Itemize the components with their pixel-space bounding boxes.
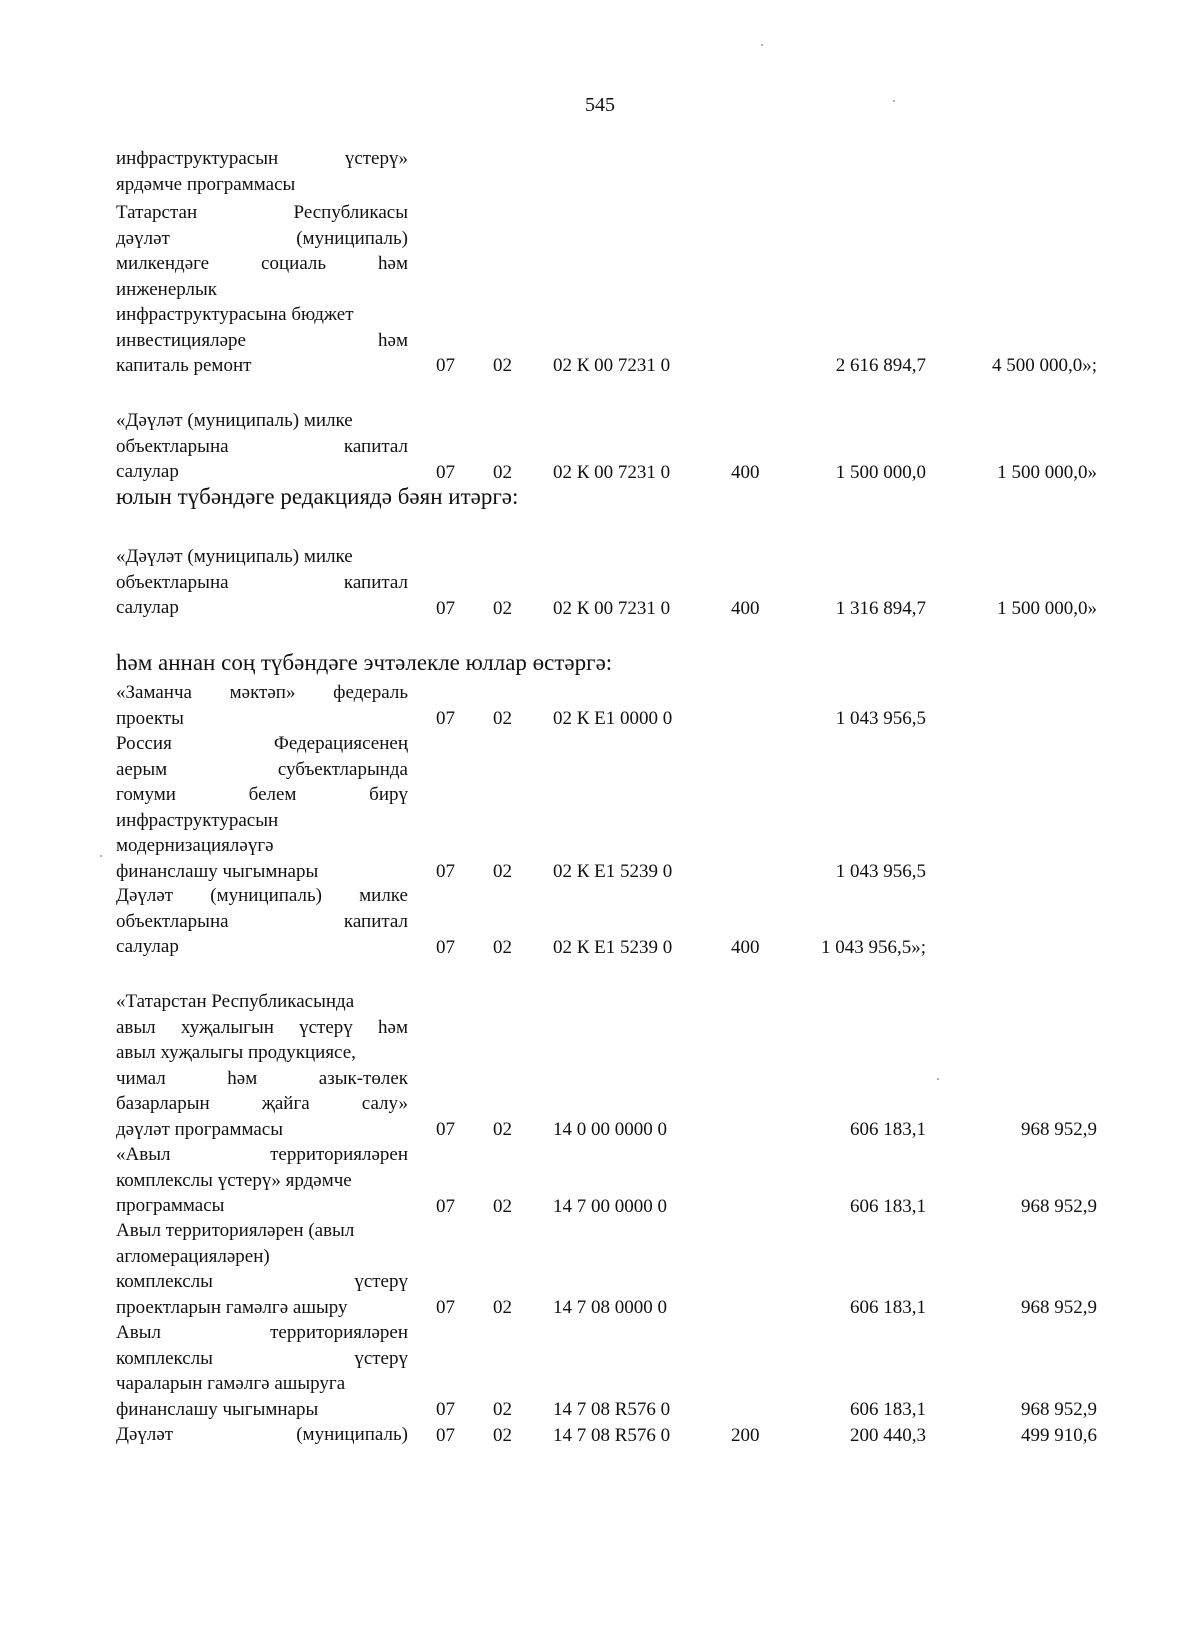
subsection-code: 02 [493,707,512,729]
amount-year-1: 1 316 894,7 [835,597,926,619]
item-name [116,989,408,1142]
section-code: 07 [436,1296,455,1318]
item-name-line: авыл хуҗалыгы продукциясе, [116,1042,356,1063]
amount-year-1: 1 043 956,5 [835,707,926,729]
item-name [116,408,408,485]
subsection-code: 02 [493,1195,512,1217]
table-row [0,200,1200,378]
item-name [116,146,408,197]
target-item-code: 14 0 00 0000 0 [553,1118,667,1140]
amount-year-1: 2 616 894,7 [835,354,926,376]
item-name-line: проекты [116,707,184,729]
amendment-instruction: һәм аннан соң түбәндәге эчтәлекле юллар өстәргә: [116,650,613,675]
amount-year-1: 606 183,1 [850,1398,926,1420]
item-name [116,731,408,884]
amount-year-1: 606 183,1 [850,1118,926,1140]
item-name-line: аерым субъектларында [116,758,408,780]
item-name-line: комплекслы үстерү [116,1347,408,1369]
target-item-code: 02 К Е1 0000 0 [553,707,673,729]
amount-year-1: 606 183,1 [850,1296,926,1318]
item-name-line: Дәүләт (муниципаль) [116,1424,408,1445]
amount-year-2: 4 500 000,0»; [991,354,1097,376]
item-name [116,1142,408,1219]
table-row [0,989,1200,1142]
item-name-line: комплекслы үстерү [116,1271,408,1292]
target-item-code: 02 К 00 7231 0 [553,461,671,483]
item-name-line: салулар [116,461,179,482]
item-name [116,544,408,621]
subsection-code: 02 [493,1118,512,1140]
item-name [116,883,408,960]
item-name-line: гомуми белем бирү [116,784,408,805]
table-row [0,1422,1200,1448]
section-code: 07 [436,461,455,483]
expense-type-code: 200 [731,1424,760,1446]
section-code: 07 [436,597,455,619]
item-name [116,200,408,379]
table-row [0,1320,1200,1422]
amount-year-2: 968 952,9 [1021,1398,1097,1420]
item-name-line: инвестицияләре һәм [116,329,408,351]
item-name-line: инженерлык [116,278,217,300]
target-item-code: 02 К Е1 5239 0 [553,860,673,882]
item-name-line: инфраструктурасын [116,809,279,831]
item-name-line: агломерацияләрен) [116,1245,270,1267]
item-name-line: дәүләт (муниципаль) [116,227,408,249]
amount-year-2: 1 500 000,0» [997,597,1097,619]
target-item-code: 14 7 08 R576 0 [553,1398,671,1420]
subsection-code: 02 [493,597,512,619]
item-name-line: Авыл территорияләрен [116,1322,408,1343]
amount-year-2: 968 952,9 [1021,1118,1097,1140]
item-name [116,680,408,731]
section-code: 07 [436,1195,455,1217]
item-name-line: объектларына капитал [116,435,408,457]
subsection-code: 02 [493,1398,512,1420]
subsection-code: 02 [493,1424,512,1446]
section-code: 07 [436,860,455,882]
subsection-code: 02 [493,936,512,958]
amount-year-2: 1 500 000,0» [997,461,1097,483]
item-name-line: комплекслы үстерү» ярдәмче [116,1169,352,1191]
item-name [116,1422,408,1448]
item-name-line: «Татарстан Республикасында [116,991,355,1012]
item-name-line: милкендәге социаль һәм [116,253,408,274]
item-name-line: базарларын җайга салу» [116,1093,408,1114]
target-item-code: 02 К Е1 5239 0 [553,936,673,958]
item-name-line: «Заманча мәктәп» федераль [116,682,408,703]
amount-year-1: 1 043 956,5»; [820,936,926,958]
target-item-code: 02 К 00 7231 0 [553,597,671,619]
item-name-line: Авыл территорияләрен (авыл [116,1220,355,1241]
item-name-line: салулар [116,597,179,618]
table-row [0,1142,1200,1219]
target-item-code: 14 7 08 R576 0 [553,1424,671,1446]
item-name-line: объектларына капитал [116,910,408,932]
page-number: 545 [585,94,615,116]
amount-year-1: 1 500 000,0 [835,461,926,483]
table-row [0,408,1200,485]
scan-speck [761,44,763,46]
section-code: 07 [436,1424,455,1446]
section-code: 07 [436,1398,455,1420]
amount-year-1: 1 043 956,5 [835,860,926,882]
table-row [0,1218,1200,1320]
item-name-line: Татарстан Республикасы [116,202,408,223]
table-row [0,731,1200,884]
table-row [0,680,1200,731]
target-item-code: 14 7 00 0000 0 [553,1195,667,1217]
target-item-code: 02 К 00 7231 0 [553,354,671,376]
subsection-code: 02 [493,461,512,483]
item-name-line: дәүләт программасы [116,1118,284,1140]
item-name-line: чараларын гамәлгә ашыруга [116,1373,346,1394]
amount-year-2: 968 952,9 [1021,1296,1097,1318]
item-name-line: объектларына капитал [116,571,408,593]
item-name-line: модернизацияләүгә [116,835,274,856]
subsection-code: 02 [493,1296,512,1318]
amendment-instruction: юлын түбәндәге редакциядә бәян итәргә: [116,484,519,509]
item-name-line: авыл хуҗалыгын үстерү һәм [116,1016,408,1038]
item-name-line: финанслашу чыгымнары [116,1398,319,1420]
expense-type-code: 400 [731,461,760,483]
scan-speck [937,1078,939,1080]
scan-speck [893,100,895,102]
amount-year-1: 606 183,1 [850,1195,926,1217]
expense-type-code: 400 [731,597,760,619]
item-name-line: салулар [116,936,179,957]
table-row [0,883,1200,960]
amount-year-2: 968 952,9 [1021,1195,1097,1217]
item-name-line: Россия Федерациясенең [116,733,408,754]
item-name-line: инфраструктурасына бюджет [116,304,354,325]
target-item-code: 14 7 08 0000 0 [553,1296,667,1318]
item-name-line: «Авыл территорияләрен [116,1144,408,1165]
item-name-line: чимал һәм азык-төлек [116,1067,408,1089]
item-name-line: капиталь ремонт [116,355,252,376]
subsection-code: 02 [493,860,512,882]
expense-type-code: 400 [731,936,760,958]
section-code: 07 [436,707,455,729]
subsection-code: 02 [493,354,512,376]
scan-speck [100,855,102,857]
section-code: 07 [436,354,455,376]
section-code: 07 [436,936,455,958]
item-name-line: инфраструктурасын үстерү» [116,148,408,169]
section-code: 07 [436,1118,455,1140]
item-name-line: ярдәмче программасы [116,173,296,195]
item-name-line: проектларын гамәлгә ашыру [116,1296,348,1318]
item-name-line: финанслашу чыгымнары [116,860,319,882]
item-name-line: программасы [116,1195,225,1216]
amount-year-1: 200 440,3 [850,1424,926,1446]
amount-year-2: 499 910,6 [1021,1424,1097,1446]
item-name-line: «Дәүләт (муниципаль) милке [116,410,353,431]
table-row [0,146,1200,197]
item-name [116,1218,408,1320]
item-name-line: «Дәүләт (муниципаль) милке [116,546,353,567]
item-name-line: Дәүләт (муниципаль) милке [116,885,408,906]
table-row [0,544,1200,621]
item-name [116,1320,408,1422]
